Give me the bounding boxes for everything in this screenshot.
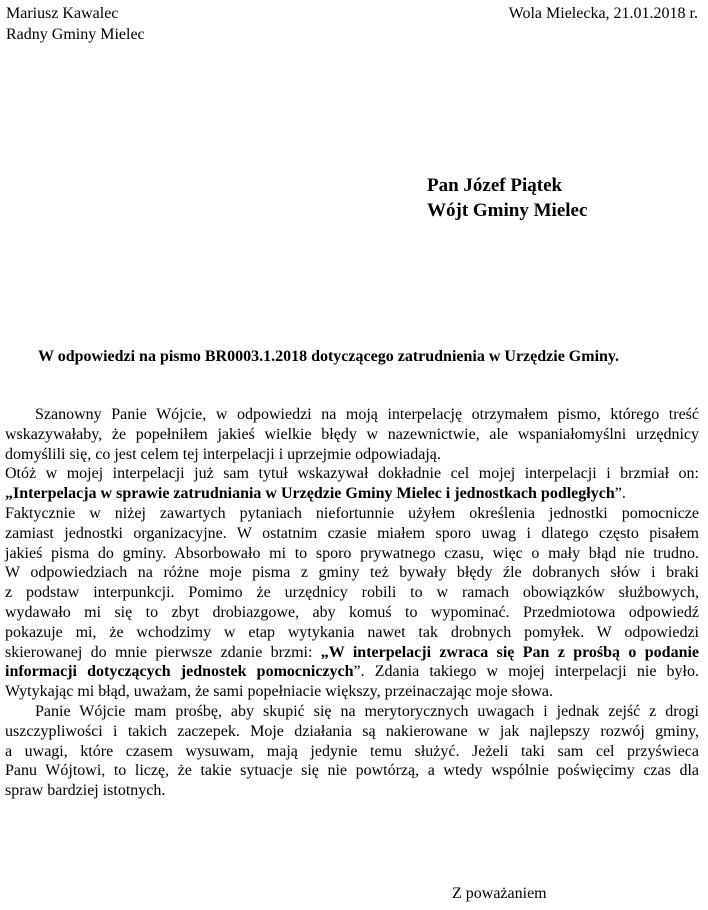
body-line: domyślili się, co jest celem tej interpelacji i uprzejmie odpowiadają. [5, 445, 441, 463]
sender-block [6, 3, 145, 45]
body-line: Szanowny Panie Wójcie, w odpowiedzi na moją interpelację otrzymałem pismo, którego treść [35, 406, 699, 423]
body-line: a uwagi, które czasem wysuwam, mają jedynie temu służyć. Jeżeli taki sam cel przyświeca [5, 742, 699, 760]
body-line: W odpowiedziach na różne moje pisma z gminy też bywały błędy źle dobranych słów i braki [5, 564, 699, 582]
recipient-name: Pan Józef Piątek [427, 175, 563, 196]
body-line: spraw bardziej istotnych. [5, 782, 166, 800]
recipient-block [427, 173, 587, 223]
body-line: uszczypliwości i takich zaczepek. Moje działania są nakierowane w jak najlepszy rozwój gminy, [5, 722, 699, 740]
body-fragment: skierowanej do mnie pierwsze zdanie brzmi: [5, 643, 321, 661]
body-line: Panu Wójtowi, to liczę, że takie sytuacje się nie powtórzą, a wtedy wspólnie poświęcimy czas dla [5, 762, 699, 780]
sender-name: Mariusz Kawalec [6, 5, 119, 22]
body-fragment: ”. [614, 485, 626, 503]
body-line: jakieś pisma do gminy. Absorbowało mi to sporo prywatnego czasu, więc o mały błąd nie trudno. [5, 544, 699, 562]
body-line: z podstaw interpunkcji. Pomimo że urzędnicy robili to w ramach obowiązków służbowych, [5, 584, 699, 602]
place-date: Wola Mielecka, 21.01.2018 r. [508, 5, 698, 22]
quoted-sentence: „W interpelacji zwraca się Pan z prośbą o podanie [320, 643, 700, 661]
letter-subject: W odpowiedzi na pismo BR0003.1.2018 dotyczącego zatrudnienia w Urzędzie Gminy. [38, 348, 620, 365]
body-fragment: ”. Zdania takiego w mojej interpelacji nie było. [353, 663, 699, 681]
body-line: Faktycznie w niżej zawartych pytaniach niefortunnie użyłem określenia jednostki pomocnicze [5, 504, 699, 522]
body-line: Wytykając mi błąd, uważam, że sami popełniacie większy, przeinaczając moje słowa. [5, 683, 553, 701]
body-line [5, 484, 699, 504]
body-line: wskazywałaby, że popełniłem jakieś wielkie błędy w nazewnictwie, ale wspaniałomyślni urzędnicy [5, 425, 699, 443]
sender-role: Radny Gminy Mielec [6, 26, 145, 43]
body-line [5, 662, 699, 682]
letter-body [5, 405, 699, 801]
quoted-sentence-end: informacji dotyczących jednostek pomocniczych [5, 663, 354, 681]
body-line: Otóż w mojej interpelacji już sam tytuł wskazywał dokładnie cel mojej interpelacji i brzmiał on: [5, 465, 699, 483]
closing-phrase: Z poważaniem [452, 885, 547, 902]
interpellation-title: „Interpelacja w sprawie zatrudniania w Urzędzie Gminy Mielec i jednostkach podległych [5, 485, 615, 503]
body-line: pokazuje mi, że wchodzimy w etap wytykania nawet tak drobnych pomyłek. W odpowiedzi [5, 623, 699, 641]
body-line: wydawało mi się to zbyt drobiazgowe, aby komuś to wypominać. Przedmiotowa odpowiedź [5, 603, 699, 621]
body-line: Panie Wójcie mam prośbę, aby skupić się na merytorycznych uwagach i jednak zejść z drogi [35, 702, 699, 720]
body-line: zamiast jednostki organizacyjne. W ostatnim czasie miałem sporo uwag i dlatego często pisałem [5, 524, 699, 542]
recipient-title: Wójt Gminy Mielec [427, 200, 588, 221]
body-line [5, 643, 699, 663]
